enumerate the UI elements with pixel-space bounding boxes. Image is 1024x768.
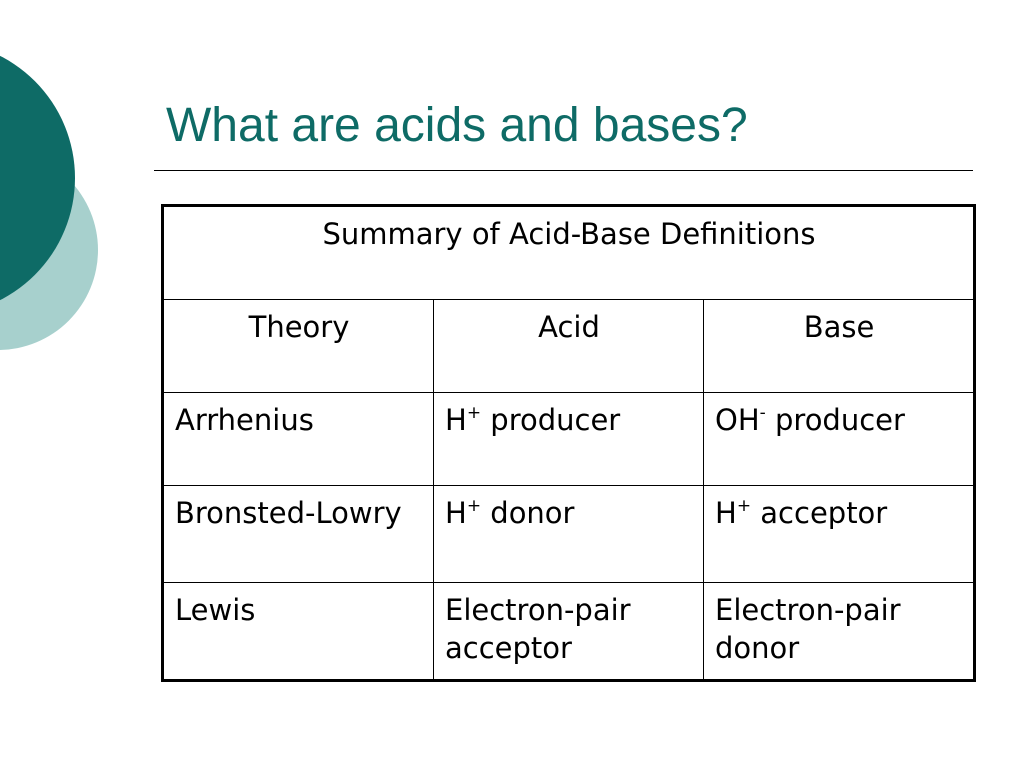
table-caption-row	[163, 206, 975, 300]
acid-charge: +	[466, 403, 482, 423]
base-cell	[704, 393, 975, 486]
acid-base-summary-table	[161, 204, 976, 682]
base-prefix: H	[715, 496, 737, 530]
decorative-circles	[0, 0, 140, 420]
table-caption: Summary of Acid-Base Definitions	[163, 206, 975, 300]
acid-cell	[434, 486, 704, 583]
base-charge: -	[759, 403, 766, 423]
header-base: Base	[704, 300, 975, 393]
acid-charge: +	[466, 496, 482, 516]
table-row-arrhenius	[163, 393, 975, 486]
title-divider	[154, 170, 973, 171]
theory-cell: Bronsted-Lowry	[163, 486, 434, 583]
acid-prefix: H	[445, 403, 467, 437]
theory-cell: Lewis	[163, 583, 434, 681]
acid-prefix: H	[445, 496, 467, 530]
base-cell	[704, 583, 975, 681]
header-acid: Acid	[434, 300, 704, 393]
base-suffix: acceptor	[751, 496, 888, 530]
theory-cell: Arrhenius	[163, 393, 434, 486]
base-suffix: Electron-pair donor	[715, 593, 901, 665]
acid-cell	[434, 583, 704, 681]
base-suffix: producer	[765, 403, 905, 437]
table-row-bronsted-lowry	[163, 486, 975, 583]
table-header-row	[163, 300, 975, 393]
header-theory: Theory	[163, 300, 434, 393]
acid-suffix: producer	[481, 403, 621, 437]
base-prefix: OH	[715, 403, 760, 437]
base-charge: +	[736, 496, 752, 516]
table-row-lewis	[163, 583, 975, 681]
base-cell	[704, 486, 975, 583]
slide-title: What are acids and bases?	[166, 99, 748, 152]
acid-suffix: donor	[481, 496, 575, 530]
acid-suffix: Electron-pair acceptor	[445, 593, 631, 665]
acid-cell	[434, 393, 704, 486]
